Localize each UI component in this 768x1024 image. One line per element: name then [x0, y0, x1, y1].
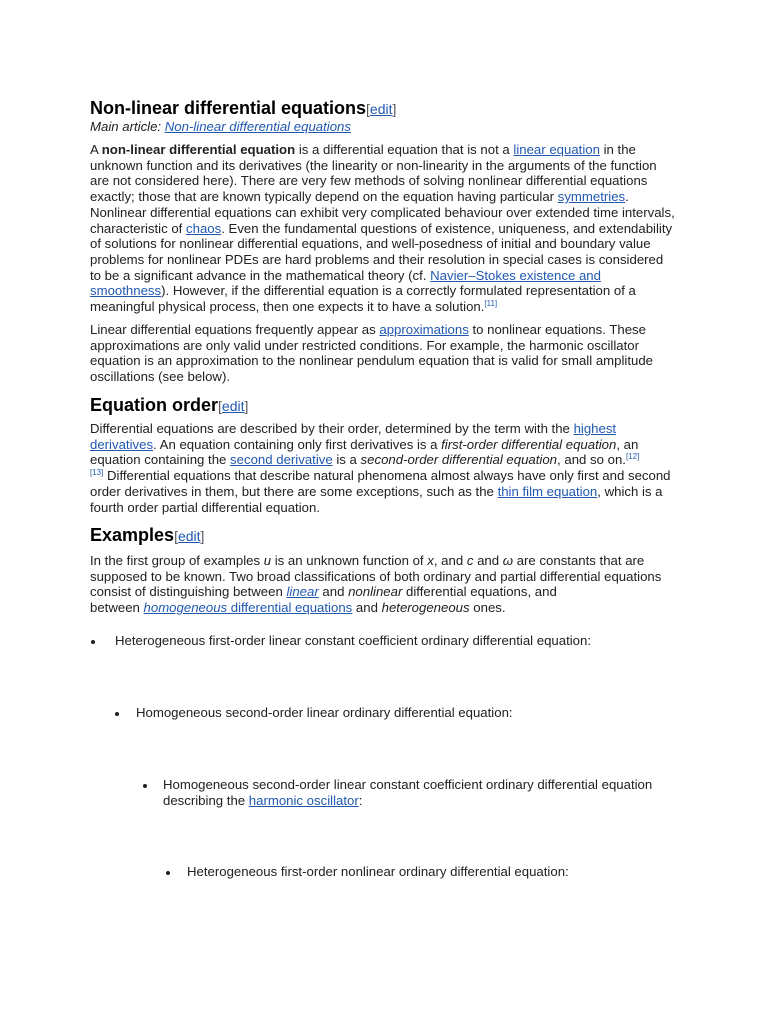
list-item [163, 777, 652, 808]
bullet-icon [115, 712, 119, 716]
main-article-hatnote [90, 119, 351, 135]
paragraph-text: ones. [469, 600, 506, 616]
nonlinear-intro-paragraph [90, 142, 675, 315]
paragraph-text: is a differential equation that is not a [295, 142, 514, 157]
heterogeneous-term: heterogeneous [381, 600, 470, 616]
harmonic-oscillator-link[interactable]: harmonic oscillator [248, 792, 359, 808]
variable-omega: ω [502, 553, 514, 568]
edit-bracket-open: [ [174, 528, 178, 544]
linear-approximation-paragraph [90, 322, 653, 385]
chaos-link[interactable]: chaos [186, 220, 222, 236]
paragraph-text: and [473, 553, 503, 568]
paragraph-text: and [352, 600, 382, 616]
paragraph-text: . An equation containing only first derivatives is a [153, 436, 442, 452]
variable-c: c [466, 553, 474, 568]
list-item-text: Heterogeneous first-order linear constant coefficient ordinary differential equation: [115, 633, 592, 648]
edit-section [174, 528, 204, 544]
citation-12-link[interactable]: [12] [625, 452, 640, 462]
paragraph-text: Linear differential equations frequently appear as [90, 322, 380, 337]
bullet-icon [166, 871, 170, 875]
italic-term: second-order differential equation [360, 452, 558, 468]
variable-u: u [263, 553, 272, 568]
edit-bracket-close: ] [244, 398, 249, 414]
edit-bracket-open: [ [366, 101, 370, 117]
bullet-icon [143, 784, 147, 788]
heading-text: Equation order [90, 395, 219, 415]
paragraph-text: in the unknown function and its derivatives (the linearity or non-linearity in the arguments of the function are not considered here). There are very few methods of solving nonlinear differential equations exactly; those that are known typically depend on the equation having particular [90, 142, 657, 205]
edit-section [366, 101, 396, 117]
symmetries-link[interactable]: symmetries [557, 189, 626, 205]
nonlinear-term: nonlinear [348, 584, 403, 600]
paragraph-text: is a [332, 452, 361, 468]
linear-equation-link[interactable]: linear equation [513, 142, 600, 157]
edit-bracket-open: [ [218, 398, 222, 414]
paragraph-text: are constants that are supposed to be known. Two broad classifications of both ordinary and partial differential equations consist of distinguishing between [90, 553, 662, 600]
paragraph-text: In the first group of examples [90, 553, 264, 568]
section-heading-examples [90, 524, 204, 547]
section-heading-nonlinear [90, 97, 396, 120]
edit-section [218, 398, 248, 414]
paragraph-text: and [318, 584, 349, 600]
bold-term: non-linear differential equation [101, 142, 296, 157]
variable-x: x [427, 553, 434, 568]
heading-text: Non-linear differential equations [90, 98, 367, 118]
paragraph-text: . Even the fundamental questions of existence, uniqueness, and extendability of solutions for nonlinear differential equations, and well-posedness of initial and boundary value problems for nonlinear PDEs are hard problems and their resolution in special cases is considered to be a significant advance in the mathematical theory (cf. [90, 220, 673, 283]
paragraph-text: is an unknown function of [271, 553, 428, 568]
thin-film-equation-link[interactable]: thin film equation [497, 483, 598, 499]
paragraph-text: , and [433, 553, 467, 568]
section-heading-equation-order [90, 394, 248, 417]
main-article-prefix: Main article: [90, 119, 165, 134]
homogeneous-term: homogeneous [143, 600, 228, 616]
edit-link[interactable]: edit [221, 398, 245, 414]
list-item-text: Homogeneous second-order linear ordinary differential equation: [136, 705, 513, 720]
link-text: differential equations [227, 600, 353, 616]
list-item [115, 633, 591, 649]
italic-term: first-order differential equation [441, 436, 617, 452]
paragraph-text: , an equation containing the [90, 436, 639, 468]
edit-link[interactable]: edit [177, 528, 201, 544]
homogeneous-differential-equations-link[interactable] [144, 600, 353, 615]
edit-bracket-close: ] [200, 528, 205, 544]
main-article-link[interactable]: Non-linear differential equations [164, 119, 351, 134]
edit-bracket-close: ] [392, 101, 397, 117]
paragraph-text: A [90, 142, 102, 157]
linear-link[interactable] [286, 584, 318, 599]
list-item [187, 864, 569, 880]
paragraph-text: Differential equations that describe natural phenomena almost always have only first and second order derivatives in them, but there are some exceptions, such as the [90, 468, 671, 499]
list-item-text: Homogeneous second-order linear constant coefficient ordinary differential equation describing the [163, 777, 653, 808]
linear-term: linear [286, 584, 319, 600]
paragraph-text: , which is a fourth order partial differential equation. [90, 483, 663, 515]
bullet-icon [91, 640, 95, 644]
equation-order-paragraph [90, 421, 671, 515]
highest-derivatives-link[interactable]: highest derivatives [90, 421, 617, 452]
paragraph-text: Differential equations are described by their order, determined by the term with the [90, 421, 574, 436]
second-derivative-link[interactable]: second derivative [230, 452, 333, 468]
paragraph-text: to nonlinear equations. These approximations are only valid under restricted conditions. For example, the harmonic oscillator equation is an approximation to the nonlinear pendulum equation that is valid for small amplitude oscillations (see below). [90, 322, 654, 385]
paragraph-text: . Nonlinear differential equations can exhibit very complicated behaviour over extended time intervals, characteristic of [90, 189, 675, 236]
navier-stokes-link[interactable]: Navier–Stokes existence and smoothness [90, 267, 601, 299]
paragraph-text: differential equations, and between [90, 584, 557, 616]
citation-11-link[interactable]: [11] [484, 299, 498, 309]
examples-intro-paragraph [90, 553, 661, 616]
heading-text: Examples [90, 525, 175, 545]
list-item-text: : [358, 792, 363, 808]
edit-link[interactable]: edit [369, 101, 393, 117]
citation-13-link[interactable]: [13] [90, 468, 104, 478]
paragraph-text: ). However, if the differential equation is a correctly formulated representation of a meaningful physical process, then one expects it to have a solution. [90, 283, 636, 315]
list-item-text: Heterogeneous first-order nonlinear ordinary differential equation: [187, 864, 569, 879]
paragraph-text: , and so on. [557, 452, 626, 468]
approximations-link[interactable]: approximations [379, 322, 469, 337]
list-item [136, 705, 513, 721]
